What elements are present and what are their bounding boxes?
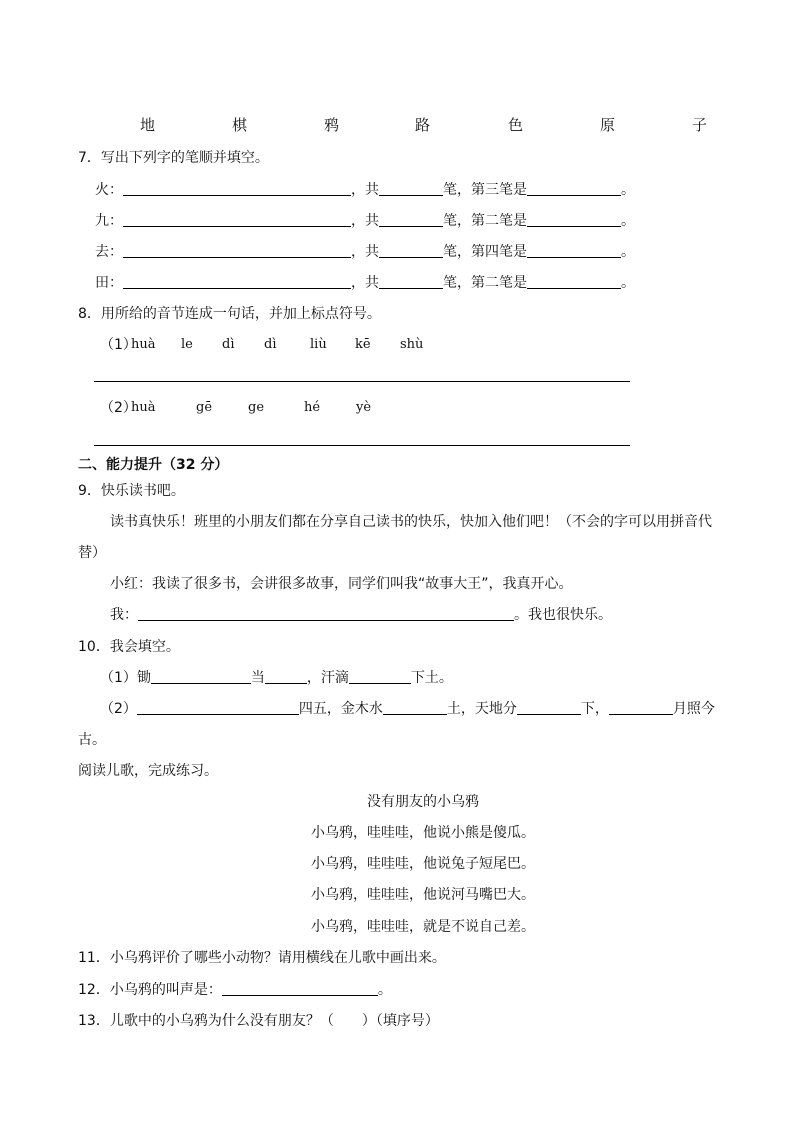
q7-sep: ，共	[351, 213, 379, 229]
q7-sep: ，共	[351, 244, 379, 260]
q7-mid: 笔，第四笔是	[443, 244, 527, 260]
pinyin-syllable: huà	[131, 337, 156, 352]
q7-sep: ，共	[351, 275, 379, 291]
q12-end: 。	[377, 982, 392, 998]
stroke-answer-blank[interactable]	[527, 273, 621, 289]
char-item: 棋	[232, 116, 248, 134]
q9-me-label: 我：	[110, 607, 138, 623]
q9-me-line	[110, 605, 612, 625]
q7-title: 7．写出下列字的笔顺并填空。	[78, 150, 269, 166]
poem-blank[interactable]	[517, 699, 581, 715]
pinyin-syllable: shù	[400, 337, 424, 352]
q10-title: 10．我会填空。	[78, 639, 180, 655]
poem-title: 没有朋友的小乌鸦	[367, 794, 479, 810]
pinyin-syllable: dì	[264, 337, 277, 352]
q7-char: 火：	[95, 182, 123, 198]
pinyin-syllable: dì	[222, 337, 235, 352]
q10-text: 四五，金木水	[298, 701, 383, 717]
stroke-answer-blank[interactable]	[527, 242, 621, 258]
q9-paragraph: 读书真快乐！班里的小朋友们都在分享自己读书的快乐，快加入他们吧！（不会的字可以用拼音代	[110, 514, 712, 530]
q7-row-1	[95, 180, 635, 200]
q7-row-4	[95, 273, 635, 293]
poem-line: 小乌鸦，哇哇哇，他说小熊是傻瓜。	[311, 825, 535, 841]
answer-line[interactable]	[94, 445, 630, 446]
q8-title: 8．用所给的音节连成一句话，并加上标点符号。	[78, 306, 381, 322]
q7-end: 。	[621, 275, 635, 291]
q10-text: 下，	[580, 701, 609, 717]
q7-row-3	[95, 242, 635, 262]
pinyin-syllable: ge	[248, 400, 265, 415]
stroke-count-blank[interactable]	[379, 211, 443, 227]
stroke-order-blank[interactable]	[123, 211, 351, 227]
stroke-count-blank[interactable]	[379, 273, 443, 289]
q7-char: 田：	[95, 275, 123, 291]
q10-text: 土，天地分	[446, 701, 517, 717]
poem-blank[interactable]	[609, 699, 673, 715]
characters-row	[0, 114, 794, 136]
pinyin-syllable: kē	[355, 337, 371, 352]
char-item: 鸦	[324, 116, 340, 134]
poem-line: 小乌鸦，哇哇哇，就是不说自己差。	[311, 919, 535, 935]
q12-line	[78, 980, 392, 1000]
q7-end: 。	[621, 244, 635, 260]
char-item: 地	[140, 116, 156, 134]
q9-me-end: 。我也很快乐。	[514, 607, 612, 623]
pinyin-syllable: liù	[310, 337, 327, 352]
q7-end: 。	[621, 213, 635, 229]
poem-line: 小乌鸦，哇哇哇，他说河马嘴巴大。	[311, 887, 535, 903]
answer-blank[interactable]	[222, 980, 378, 996]
q9-title: 9．快乐读书吧。	[78, 483, 185, 499]
q10-l1-label: （1）锄	[100, 670, 151, 686]
pinyin-syllable: le	[181, 337, 193, 352]
q13-text: 13．儿歌中的小乌鸦为什么没有朋友？（ ）（填序号）	[78, 1013, 439, 1029]
char-item: 原	[600, 116, 616, 134]
stroke-order-blank[interactable]	[123, 273, 351, 289]
pinyin-syllable: huà	[131, 400, 156, 415]
stroke-count-blank[interactable]	[379, 242, 443, 258]
q8-part2-label: （2）	[100, 400, 137, 416]
pinyin-syllable: gē	[196, 400, 213, 415]
stroke-answer-blank[interactable]	[527, 180, 621, 196]
q10-text: 当	[250, 670, 265, 686]
poem-blank[interactable]	[151, 668, 251, 684]
answer-line[interactable]	[94, 381, 630, 382]
q7-mid: 笔，第二笔是	[443, 213, 527, 229]
q10-text: 下土。	[410, 670, 453, 686]
q10-line-1	[100, 668, 453, 688]
stroke-order-blank[interactable]	[123, 242, 351, 258]
q10-line-2	[100, 699, 715, 719]
q8-part1-label: （1）	[100, 337, 137, 353]
poem-blank[interactable]	[265, 668, 307, 684]
pinyin-syllable: hé	[304, 400, 321, 415]
q10-text: ，汗滴	[306, 670, 349, 686]
q10-line-2-cont: 古。	[78, 732, 106, 748]
q10-l2-label: （2）	[100, 701, 137, 717]
stroke-count-blank[interactable]	[379, 180, 443, 196]
char-item: 子	[692, 116, 708, 134]
section-2-title: 二、能力提升（32 分）	[78, 457, 229, 473]
q12-text: 12．小乌鸦的叫声是：	[78, 982, 222, 998]
stroke-order-blank[interactable]	[123, 180, 351, 196]
stroke-answer-blank[interactable]	[527, 211, 621, 227]
q11-text: 11．小乌鸦评价了哪些小动物？请用横线在儿歌中画出来。	[78, 950, 446, 966]
q9-paragraph-cont: 替）	[78, 545, 106, 561]
q9-xiaohong-line: 小红：我读了很多书，会讲很多故事，同学们叫我“故事大王”，我真开心。	[110, 576, 573, 592]
q7-mid: 笔，第二笔是	[443, 275, 527, 291]
q7-end: 。	[621, 182, 635, 198]
q7-row-2	[95, 211, 635, 231]
q7-char: 去：	[95, 244, 123, 260]
q7-sep: ，共	[351, 182, 379, 198]
poem-blank[interactable]	[349, 668, 411, 684]
poem-blank[interactable]	[137, 699, 299, 715]
char-item: 路	[415, 116, 431, 134]
poem-blank[interactable]	[383, 699, 447, 715]
answer-blank[interactable]	[138, 605, 514, 621]
char-item: 色	[508, 116, 524, 134]
poem-line: 小乌鸦，哇哇哇，他说兔子短尾巴。	[311, 856, 535, 872]
q7-char: 九：	[95, 213, 123, 229]
q7-mid: 笔，第三笔是	[443, 182, 527, 198]
pinyin-syllable: yè	[356, 400, 372, 415]
reading-intro: 阅读儿歌，完成练习。	[78, 763, 218, 779]
q10-text: 月照今	[672, 701, 715, 717]
